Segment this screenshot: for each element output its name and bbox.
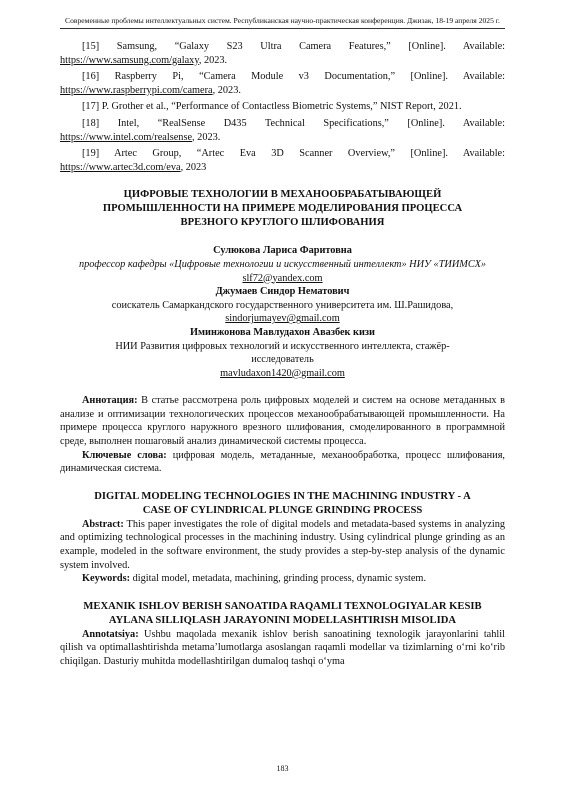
en-abstract-text: This paper investigates the role of digital models and metadata-based systems in analyzing and optimizing technological processes in the machining industry. Using cylindrical plunge grinding as an example, modeled in the software environment, the study provides a step-by-step analysis of the dynamic system involved. (60, 518, 505, 571)
reference-text: [15] Samsung, “Galaxy S23 Ultra Camera Features,” [Online]. Available: (82, 41, 505, 52)
reference-link[interactable]: https://www.intel.com/realsense (60, 131, 193, 143)
en-keywords-text: digital model, metadata, machining, grinding process, dynamic system. (130, 573, 427, 585)
en-keywords (60, 572, 505, 586)
author-email[interactable]: slf72@yandex.com (242, 272, 323, 284)
uz-abstract-label: Annotatsiya: (82, 628, 139, 640)
ru-abstract-text: В статье рассмотрена роль цифровых моделей и систем на основе метаданных в анализе и оптимизации технологических процессов механообрабатывающей промышленности. На примере процесса круглого наружного врезного шлифования, смоделированного в программной среде, выполнен пошаговый анализ динамической системы процесса. (60, 395, 505, 448)
author-email[interactable]: mavludaxon1420@gmail.com (220, 367, 345, 379)
en-abstract-label: Abstract: (82, 518, 124, 530)
en-article-title: DIGITAL MODELING TECHNOLOGIES IN THE MACHINING INDUSTRY - A CASE OF CYLINDRICAL PLUNGE GRINDING PROCESS (94, 490, 471, 516)
reference-tail: , 2023 (180, 161, 207, 173)
ru-abstract (60, 394, 505, 448)
author-name: Сулюкова Лариса Фаритовна (213, 245, 352, 257)
uz-article-title: MEXANIK ISHLOV BERISH SANOATIDA RAQAMLI TEXNOLOGIYALAR KESIB AYLANA SILLIQLASH JARAYONINI MODELLASHTIRISH MISOLIDA (83, 600, 482, 626)
page-content (60, 40, 505, 669)
author-email[interactable]: sindorjumayev@gmail.com (225, 313, 340, 325)
ru-keywords (60, 449, 505, 476)
reference-text: [19] Artec Group, “Artec Eva 3D Scanner Overview,” [Online]. Available: (82, 148, 505, 160)
en-keywords-label: Keywords: (82, 573, 131, 585)
author-affiliation: профессор кафедры «Цифровые технологии и искусственный интеллект» НИУ «ТИИМСХ» (78, 258, 487, 270)
author-affiliation: соискатель Самаркандского государственного университета им. Ш.Рашидова, (111, 299, 454, 311)
running-header: Современные проблемы интеллектуальных систем. Республиканская научно-практическая конференция. Джизак, 18-19 апреля 2025 г. (60, 16, 505, 29)
reference-tail: , 2023. (212, 84, 241, 96)
reference-tail: , 2023. (192, 131, 221, 143)
reference-text: [17] P. Grother et al., “Performance of Contactless Biometric Systems,” NIST Report, 2021. (82, 101, 462, 113)
reference-item (60, 70, 505, 97)
reference-list (60, 40, 505, 174)
en-abstract (60, 518, 505, 572)
reference-tail: , 2023. (198, 54, 228, 66)
reference-item (60, 40, 505, 67)
uz-abstract (60, 628, 505, 669)
reference-link[interactable]: https://www.artec3d.com/eva (60, 161, 181, 173)
ru-abstract-label: Аннотация: (82, 395, 138, 407)
reference-item (60, 147, 505, 174)
reference-item (60, 117, 505, 144)
reference-text: [18] Intel, “RealSense D435 Technical Specifications,” [Online]. Available: (82, 117, 505, 129)
page-number: 183 (276, 764, 289, 773)
author-name: Иминжонова Мавлудахон Авазбек кизи (189, 326, 375, 338)
reference-link[interactable]: https://www.samsung.com/galaxy (60, 54, 199, 66)
author-affiliation: НИИ Развития цифровых технологий и искусственного интеллекта, стажёр-исследователь (115, 340, 450, 366)
author-block (60, 244, 505, 380)
ru-keywords-label: Ключевые слова: (82, 449, 167, 461)
reference-link[interactable]: https://www.raspberrypi.com/camera (60, 84, 213, 96)
author-name: Джумаев Синдор Нематович (215, 286, 350, 298)
reference-text: [16] Raspberry Pi, “Camera Module v3 Documentation,” [Online]. Available: (82, 71, 505, 83)
reference-item (60, 100, 505, 114)
ru-article-title: ЦИФРОВЫЕ ТЕХНОЛОГИИ В МЕХАНООБРАБАТЫВАЮЩЕЙ ПРОМЫШЛЕННОСТИ НА ПРИМЕРЕ МОДЕЛИРОВАНИЯ ПРОЦЕССА ВРЕЗНОГО КРУГЛОГО ШЛИФОВАНИЯ (102, 189, 463, 229)
ru-keywords-text: цифровая модель, метаданные, механообработка, процесс шлифования, динамическая система. (60, 449, 505, 475)
uz-abstract-text: Ushbu maqolada mexanik ishlov berish sanoatining texnologik jarayonlarini tahlil qilish va optimallashtirishda metama’lumotlarga asoslangan raqamli modellar va tizimlarning o‘rni ko‘rib chiqilgan. Dasturiy muhitda modellashtirilgan dumaloq tashqi o‘yma (60, 628, 505, 667)
